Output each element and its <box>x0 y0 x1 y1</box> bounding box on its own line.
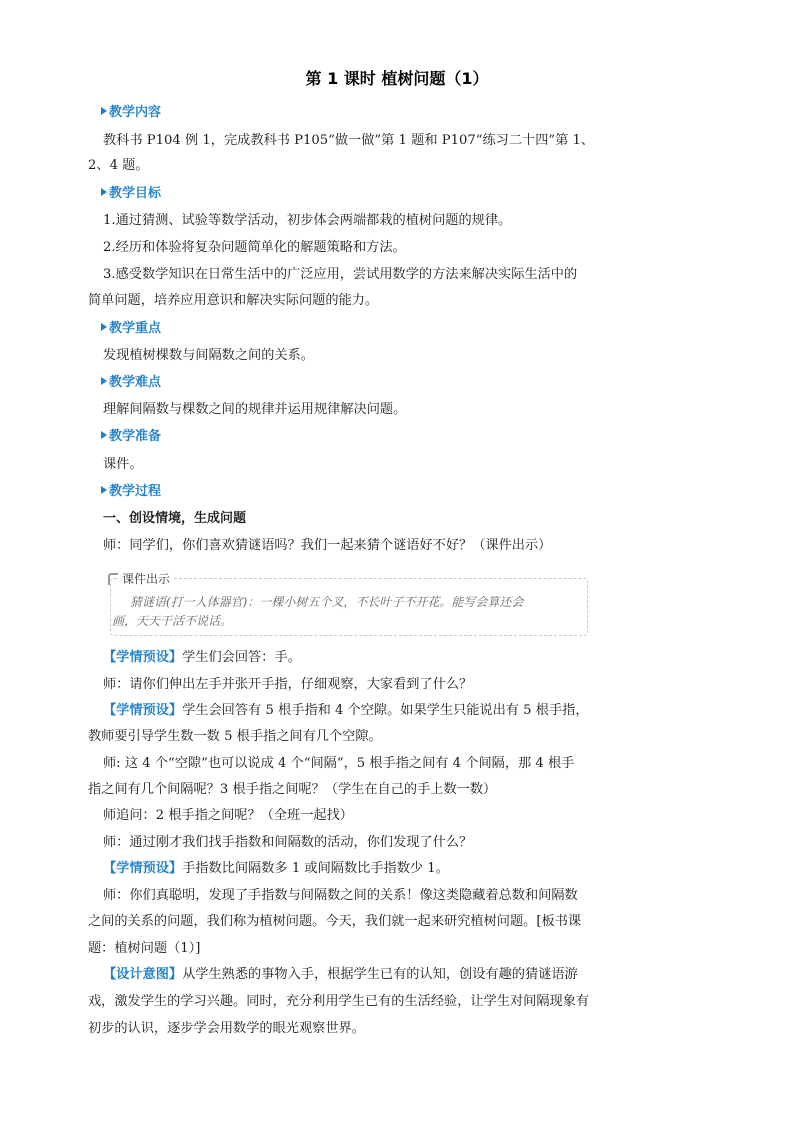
content-line-2: 2、4 题。 <box>88 158 149 173</box>
heading-label: 教学目标 <box>109 186 162 201</box>
tag-design: 【设计意图】 <box>103 967 183 982</box>
paragraph-10-line-2: 戏，激发学生的学习兴趣。同时，充分利用学生已有的生活经验，让学生对间隔现象有 <box>88 994 590 1009</box>
triangle-right-icon <box>101 377 107 385</box>
heading-process <box>101 482 161 502</box>
courseware-line-2: 画，天天干活不说话。 <box>112 614 233 628</box>
content-line-1: 教科书 P104 例 1，完成教科书 P105“做一做”第 1 题和 P107“练习二十四”第 1、 <box>103 133 595 148</box>
goal-3-line-1: 3.感受数学知识在日常生活中的广泛应用，尝试用数学的方法来解决实际生活中的 <box>103 267 578 282</box>
step-1-title: 一、创设情境，生成问题 <box>103 511 247 526</box>
paragraph-text: 从学生熟悉的事物入手，根据学生已有的认知，创设有趣的猜谜语游 <box>182 967 578 982</box>
heading-label: 教学难点 <box>109 375 162 390</box>
heading-label: 教学内容 <box>109 105 162 120</box>
paragraph-4 <box>103 701 613 721</box>
prep-text: 课件。 <box>103 457 143 472</box>
paragraph-9-line-1: 师：你们真聪明，发现了手指数与间隔数之间的关系！像这类隐藏着总数和间隔数 <box>103 888 578 903</box>
tag-preset: 【学情预设】 <box>103 861 183 876</box>
tag-preset: 【学情预设】 <box>103 703 183 718</box>
heading-prep <box>101 427 161 447</box>
paragraph-text: 学生会回答有 5 根手指和 4 个空隙。如果学生只能说出有 5 根手指， <box>182 703 589 718</box>
page-title: 第 1 课时 植树问题（1） <box>305 69 489 88</box>
heading-goals <box>101 184 161 204</box>
paragraph-9-line-2: 之间的关系的问题，我们称为植树问题。今天，我们就一起来研究植树问题。[板书课 <box>88 914 582 929</box>
heading-difficulty <box>101 373 161 393</box>
paragraph-10 <box>103 965 613 985</box>
key-text: 发现植树棵数与间隔数之间的关系。 <box>103 348 314 363</box>
paragraph-4-line-2: 教师要引导学生数一数 5 根手指之间有几个空隙。 <box>88 729 382 744</box>
paragraph-6: 师追问：2 根手指之间呢？（全班一起找） <box>103 808 353 823</box>
courseware-label: 课件出示 <box>118 570 174 587</box>
heading-key <box>101 319 161 339</box>
triangle-right-icon <box>101 486 107 494</box>
goal-2: 2.经历和体验将复杂问题简单化的解题策略和方法。 <box>103 240 406 255</box>
triangle-right-icon <box>101 107 107 115</box>
paragraph-text: 学生们会回答：手。 <box>182 650 301 665</box>
paragraph-2 <box>103 648 613 668</box>
heading-content <box>101 103 161 123</box>
courseware-line-1: 猜谜语(打一人体器官)：一棵小树五个叉，不长叶子不开花。能写会算还会 <box>130 595 524 609</box>
tag-preset: 【学情预设】 <box>103 650 183 665</box>
triangle-right-icon <box>101 188 107 196</box>
paragraph-8 <box>103 859 613 879</box>
heading-label: 教学重点 <box>109 321 162 336</box>
goal-1: 1.通过猜测、试验等数学活动，初步体会两端都栽的植树问题的规律。 <box>103 213 512 228</box>
paragraph-5-line-1: 师: 这 4 个“空隙”也可以说成 4 个“间隔”，5 根手指之间有 4 个间隔，那 4 根手 <box>103 756 575 771</box>
paragraph-3: 师：请你们伸出左手并张开手指，仔细观察，大家看到了什么？ <box>103 677 473 692</box>
paragraph-1: 师：同学们，你们喜欢猜谜语吗？我们一起来猜个谜语好不好？（课件出示） <box>103 538 552 553</box>
paragraph-10-line-3: 初步的认识，逐步学会用数学的眼光观察世界。 <box>88 1021 365 1036</box>
paragraph-7: 师：通过刚才我们找手指数和间隔数的活动，你们发现了什么？ <box>103 835 473 850</box>
difficulty-text: 理解间隔数与棵数之间的规律并运用规律解决问题。 <box>103 402 407 417</box>
goal-3-line-2: 简单问题，培养应用意识和解决实际问题的能力。 <box>88 293 379 308</box>
heading-label: 教学过程 <box>109 484 162 499</box>
heading-label: 教学准备 <box>109 429 162 444</box>
triangle-right-icon <box>101 431 107 439</box>
triangle-right-icon <box>101 323 107 331</box>
paragraph-5-line-2: 指之间有几个间隔呢？3 根手指之间呢？（学生在自己的手上数一数） <box>88 782 497 797</box>
paragraph-text: 手指数比间隔数多 1 或间隔数比手指数少 1。 <box>182 861 449 876</box>
paragraph-9-line-3: 题：植树问题（1）] <box>88 941 201 956</box>
